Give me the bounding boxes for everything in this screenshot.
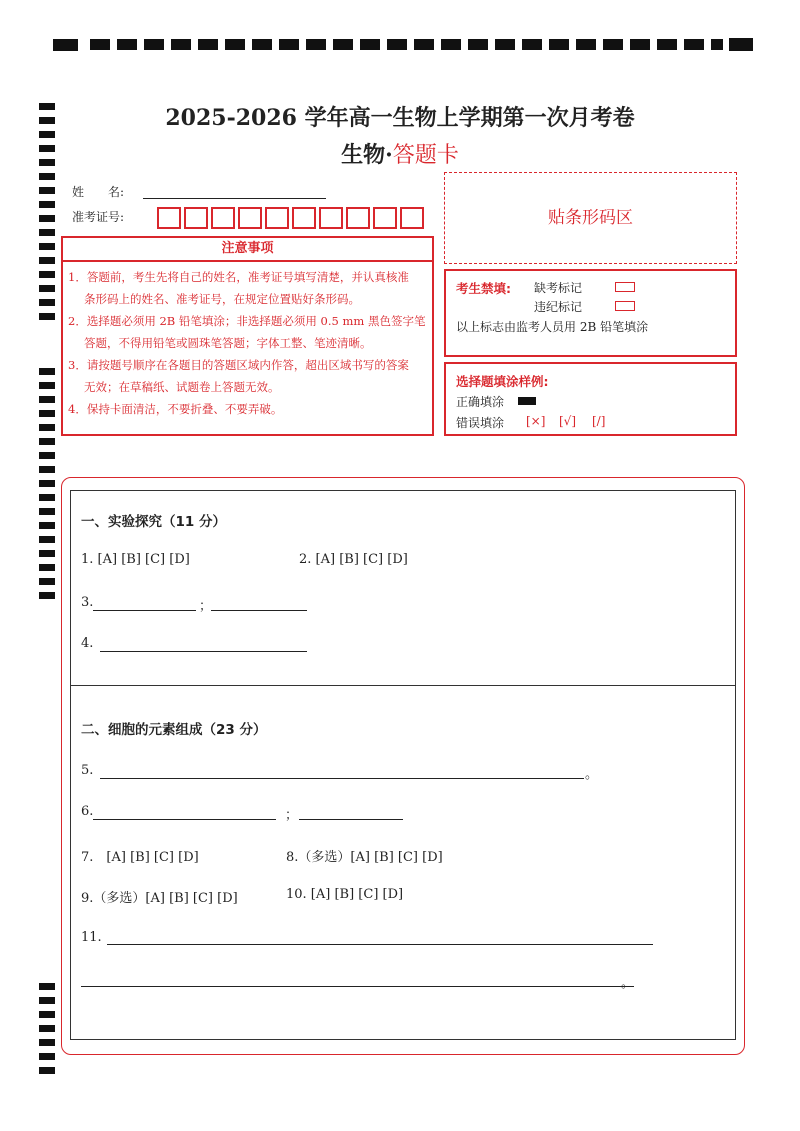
- timing-mark: [684, 39, 704, 50]
- name-field[interactable]: [143, 198, 326, 199]
- barcode-label: 贴条形码区: [548, 208, 633, 228]
- q3-separator: ；: [199, 599, 213, 614]
- forbidden-label: 考生禁填:: [456, 281, 511, 296]
- timing-mark: [39, 494, 55, 501]
- timing-mark: [711, 39, 723, 50]
- timing-mark: [39, 578, 55, 585]
- section-1: [70, 490, 736, 686]
- id-digit-box[interactable]: [211, 207, 235, 229]
- timing-mark: [39, 536, 55, 543]
- timing-mark: [39, 229, 55, 236]
- timing-mark: [630, 39, 650, 50]
- notice-line: 2．选择题必须用 2B 铅笔填涂；非选择题必须用 0.5 mm 黑色签字笔: [68, 314, 426, 328]
- timing-mark: [39, 508, 55, 515]
- exam-title: 2025-2026 学年高一生物上学期第一次月考卷: [165, 105, 635, 131]
- q3-answer-line-2[interactable]: [211, 610, 307, 611]
- notice-line: 4．保持卡面清洁，不要折叠、不要弄破。: [68, 402, 283, 416]
- q4-label: 4.: [81, 636, 94, 651]
- timing-mark: [414, 39, 434, 50]
- timing-mark: [90, 39, 110, 50]
- absent-mark-box[interactable]: [615, 282, 635, 292]
- timing-mark: [603, 39, 623, 50]
- timing-mark: [549, 39, 569, 50]
- timing-mark: [39, 1039, 55, 1046]
- id-digit-box[interactable]: [319, 207, 343, 229]
- subtitle: [0, 138, 800, 169]
- notice-list: [63, 262, 432, 420]
- notice-line: 3．请按题号顺序在各题目的答题区域内作答，超出区域书写的答案: [68, 358, 409, 372]
- timing-mark: [39, 368, 55, 375]
- timing-mark: [39, 1067, 55, 1074]
- timing-mark: [39, 313, 55, 320]
- timing-mark: [468, 39, 488, 50]
- notice-line: 1．答题前，考生先将自己的姓名，准考证号填写清楚，并认真核准: [68, 270, 409, 284]
- barcode-area[interactable]: [444, 172, 737, 264]
- timing-mark: [387, 39, 407, 50]
- q2-options[interactable]: 2. [A] [B] [C] [D]: [299, 552, 408, 567]
- id-digit-box[interactable]: [238, 207, 262, 229]
- timing-mark: [279, 39, 299, 50]
- timing-mark: [39, 396, 55, 403]
- name-label: 姓 名:: [72, 185, 125, 199]
- q3-label: 3.: [81, 595, 94, 610]
- forbidden-note: 以上标志由监考人员用 2B 铅笔填涂: [456, 320, 649, 334]
- forbidden-box: [444, 269, 737, 357]
- wrong-label: 错误填涂: [456, 416, 505, 430]
- timing-mark: [522, 39, 542, 50]
- q5-answer-line[interactable]: [100, 778, 584, 779]
- timing-mark: [39, 410, 55, 417]
- q6-separator: ；: [285, 808, 299, 823]
- wrong-mark-check: [√]: [559, 414, 577, 428]
- timing-mark: [117, 39, 137, 50]
- timing-mark: [39, 522, 55, 529]
- timing-mark: [657, 39, 677, 50]
- timing-mark: [252, 39, 272, 50]
- subtitle-card: 答题卡: [392, 143, 459, 168]
- timing-mark: [39, 438, 55, 445]
- timing-mark: [306, 39, 326, 50]
- subtitle-subject: 生物·: [341, 142, 393, 168]
- sample-box: [444, 362, 737, 436]
- timing-mark: [39, 592, 55, 599]
- notice-line: 答题，不得用铅笔或圆珠笔答题；字体工整、笔迹清晰。: [84, 336, 372, 350]
- timing-mark: [39, 983, 55, 990]
- sample-label: 选择题填涂样例:: [456, 374, 549, 389]
- timing-mark: [39, 550, 55, 557]
- section-1-title: 一、实验探究（11 分）: [81, 514, 226, 530]
- q10-options[interactable]: 10. [A] [B] [C] [D]: [286, 887, 404, 902]
- timing-mark: [39, 285, 55, 292]
- q3-answer-line-1[interactable]: [93, 610, 196, 611]
- q9-options[interactable]: 9.（多选）[A] [B] [C] [D]: [81, 891, 238, 906]
- timing-mark: [39, 466, 55, 473]
- section-2-title: 二、细胞的元素组成（23 分）: [81, 722, 267, 738]
- filled-mark-sample: [518, 397, 536, 405]
- timing-mark: [39, 243, 55, 250]
- q8-options[interactable]: 8.（多选）[A] [B] [C] [D]: [286, 850, 443, 865]
- timing-mark: [39, 257, 55, 264]
- id-digit-box[interactable]: [400, 207, 424, 229]
- timing-mark: [39, 1011, 55, 1018]
- correct-label: 正确填涂: [456, 395, 505, 409]
- timing-mark: [39, 299, 55, 306]
- timing-mark: [198, 39, 218, 50]
- timing-mark: [39, 452, 55, 459]
- q6-answer-line-1[interactable]: [93, 819, 276, 820]
- id-digit-box[interactable]: [346, 207, 370, 229]
- section-2: [70, 685, 736, 1040]
- violation-mark-box[interactable]: [615, 301, 635, 311]
- q11-answer-line-1[interactable]: [107, 944, 653, 945]
- id-digit-box[interactable]: [292, 207, 316, 229]
- timing-mark: [39, 382, 55, 389]
- timing-mark: [53, 39, 78, 51]
- timing-mark: [39, 173, 55, 180]
- timing-mark: [39, 1025, 55, 1032]
- q1-options[interactable]: 1. [A] [B] [C] [D]: [81, 552, 190, 567]
- q5-label: 5.: [81, 763, 94, 778]
- q7-options[interactable]: 7. [A] [B] [C] [D]: [81, 850, 199, 865]
- timing-mark: [39, 1053, 55, 1060]
- violation-label: 违纪标记: [534, 300, 583, 314]
- absent-label: 缺考标记: [534, 281, 583, 295]
- id-label: 准考证号:: [72, 210, 125, 224]
- timing-mark: [576, 39, 596, 50]
- timing-mark: [495, 39, 515, 50]
- timing-mark: [39, 997, 55, 1004]
- id-digit-box[interactable]: [184, 207, 208, 229]
- timing-mark: [39, 187, 55, 194]
- q5-end: 。: [585, 767, 599, 782]
- wrong-mark-slash: [/]: [592, 414, 606, 428]
- q11-end: 。: [621, 976, 635, 991]
- timing-mark: [39, 564, 55, 571]
- id-digit-box[interactable]: [157, 207, 181, 229]
- timing-mark: [39, 271, 55, 278]
- q6-answer-line-2[interactable]: [299, 819, 403, 820]
- timing-mark: [39, 131, 55, 138]
- wrong-mark-x: [×]: [526, 414, 546, 428]
- timing-mark: [39, 201, 55, 208]
- timing-mark: [144, 39, 164, 50]
- notice-box: [61, 236, 434, 436]
- q11-answer-line-2[interactable]: [81, 986, 634, 987]
- timing-mark: [225, 39, 245, 50]
- notice-title: 注意事项: [63, 238, 432, 262]
- timing-mark: [39, 215, 55, 222]
- timing-mark: [39, 480, 55, 487]
- notice-line: 无效；在草稿纸、试题卷上答题无效。: [84, 380, 280, 394]
- timing-mark: [441, 39, 461, 50]
- id-digit-box[interactable]: [265, 207, 289, 229]
- notice-line: 条形码上的姓名、准考证号，在规定位置贴好条形码。: [84, 292, 360, 306]
- q11-label: 11.: [81, 930, 102, 945]
- timing-mark: [360, 39, 380, 50]
- timing-mark: [729, 38, 753, 51]
- timing-mark: [333, 39, 353, 50]
- timing-mark: [171, 39, 191, 50]
- q4-answer-line[interactable]: [100, 651, 307, 652]
- timing-mark: [39, 424, 55, 431]
- q6-label: 6.: [81, 804, 94, 819]
- id-digit-box[interactable]: [373, 207, 397, 229]
